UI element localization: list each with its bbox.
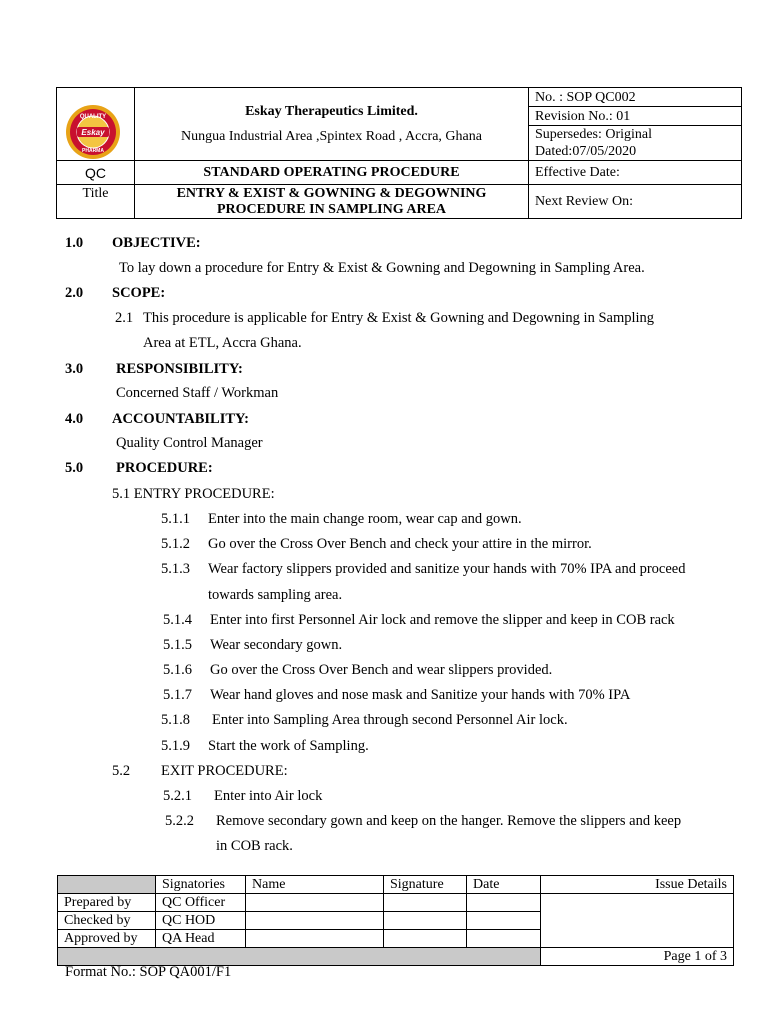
dated: Dated:07/05/2020 [535, 144, 637, 159]
issue-details-cell [541, 894, 734, 948]
table-row [58, 894, 734, 912]
sop-title: STANDARD OPERATING PROCEDURE [135, 161, 529, 185]
responsibility-text: Concerned Staff / Workman [116, 385, 279, 401]
step-text: Go over the Cross Over Bench and check your attire in the mirror. [208, 536, 592, 552]
date-cell [467, 930, 541, 948]
entry-procedure-heading: 5.1 ENTRY PROCEDURE: [112, 486, 275, 502]
section-4-title: ACCOUNTABILITY: [112, 411, 249, 427]
exit-step-number: 5.2.1 [163, 788, 192, 804]
page-number: Page 1 of 3 [541, 948, 734, 966]
signature-header: Signature [384, 876, 467, 894]
step-text: Wear hand gloves and nose mask and Sanitize your hands with 70% IPA [210, 687, 631, 703]
signatory-cell: QC HOD [156, 912, 246, 930]
title-line-1: ENTRY & EXIST & GOWNING & DEGOWNING [176, 185, 487, 201]
department: QC [57, 161, 135, 185]
header-table [56, 87, 742, 219]
step-text: Wear secondary gown. [210, 637, 343, 653]
signatory-cell: QC Officer [156, 894, 246, 912]
exit-procedure-heading: EXIT PROCEDURE: [161, 763, 288, 779]
name-header: Name [246, 876, 384, 894]
exit-step-number: 5.2.2 [165, 813, 194, 829]
scope-text-line-1: This procedure is applicable for Entry & Exist & Gowning and Degowning in Sampling [143, 310, 655, 326]
step-number: 5.1.4 [163, 612, 192, 628]
section-1-number: 1.0 [65, 235, 84, 251]
step-number: 5.1.7 [163, 687, 192, 703]
section-4-number: 4.0 [65, 411, 84, 427]
signature-cell [384, 912, 467, 930]
revision-number: Revision No.: 01 [529, 107, 742, 126]
role-cell: Approved by [58, 930, 156, 948]
step-number: 5.1.6 [163, 662, 192, 678]
name-cell [246, 894, 384, 912]
role-cell: Prepared by [58, 894, 156, 912]
role-cell: Checked by [58, 912, 156, 930]
exit-step-text: Remove secondary gown and keep on the hanger. Remove the slippers and keep [216, 813, 682, 829]
signatories-header: Signatories [156, 876, 246, 894]
logo-top-text: QUALITY [79, 114, 107, 120]
section-2-title: SCOPE: [112, 285, 166, 301]
date-cell [467, 912, 541, 930]
section-3-number: 3.0 [65, 361, 84, 377]
corner-cell [58, 876, 156, 894]
logo-bottom-text: PHARMA [82, 148, 104, 154]
company-address: Nungua Industrial Area ,Spintex Road , Accra, Ghana [181, 128, 482, 144]
signature-cell [384, 930, 467, 948]
title-line-2: PROCEDURE IN SAMPLING AREA [216, 201, 447, 217]
document-title [135, 185, 529, 219]
signatory-cell: QA Head [156, 930, 246, 948]
step-text: Wear factory slippers provided and sanitize your hands with 70% IPA and proceed [208, 561, 686, 577]
exit-step-text-continued: in COB rack. [216, 838, 293, 854]
section-5-number: 5.0 [65, 460, 84, 476]
logo-center-text: Eskay [81, 128, 105, 137]
section-2-number: 2.0 [65, 285, 84, 301]
date-cell [467, 894, 541, 912]
step-number: 5.1.1 [161, 511, 190, 527]
exit-step-text: Enter into Air lock [214, 788, 323, 804]
title-label: Title [57, 185, 135, 219]
supersedes: Supersedes: Original [535, 127, 653, 142]
company-cell [135, 88, 529, 161]
next-review: Next Review On: [529, 185, 742, 219]
company-logo [62, 104, 124, 160]
step-number: 5.1.3 [161, 561, 190, 577]
accountability-text: Quality Control Manager [116, 435, 263, 451]
doc-number: No. : SOP QC002 [529, 88, 742, 107]
date-header: Date [467, 876, 541, 894]
name-cell [246, 930, 384, 948]
signature-table [57, 875, 734, 966]
signature-cell [384, 894, 467, 912]
objective-text: To lay down a procedure for Entry & Exist & Gowning and Degowning in Sampling Area. [119, 260, 645, 276]
step-text-continued: towards sampling area. [208, 587, 343, 603]
step-number: 5.1.8 [161, 712, 190, 728]
company-name: Eskay Therapeutics Limited. [245, 103, 418, 119]
section-5-2-number: 5.2 [112, 763, 131, 779]
section-1-title: OBJECTIVE: [112, 235, 201, 251]
step-text: Enter into the main change room, wear cap and gown. [208, 511, 522, 527]
effective-date: Effective Date: [529, 161, 742, 185]
step-number: 5.1.5 [163, 637, 192, 653]
issue-details-header: Issue Details [541, 876, 734, 894]
section-3-title: RESPONSIBILITY: [116, 361, 243, 377]
step-text: Enter into first Personnel Air lock and remove the slipper and keep in COB rack [210, 612, 675, 628]
step-number: 5.1.2 [161, 536, 190, 552]
scope-text-line-2: Area at ETL, Accra Ghana. [143, 335, 302, 351]
section-5-title: PROCEDURE: [116, 460, 213, 476]
step-number: 5.1.9 [161, 738, 190, 754]
step-text: Go over the Cross Over Bench and wear slippers provided. [210, 662, 553, 678]
format-number: Format No.: SOP QA001/F1 [65, 964, 232, 980]
step-text: Enter into Sampling Area through second Personnel Air lock. [212, 712, 568, 728]
supersedes-cell [529, 126, 742, 161]
name-cell [246, 912, 384, 930]
scope-2-1-number: 2.1 [115, 310, 134, 326]
step-text: Start the work of Sampling. [208, 738, 369, 754]
